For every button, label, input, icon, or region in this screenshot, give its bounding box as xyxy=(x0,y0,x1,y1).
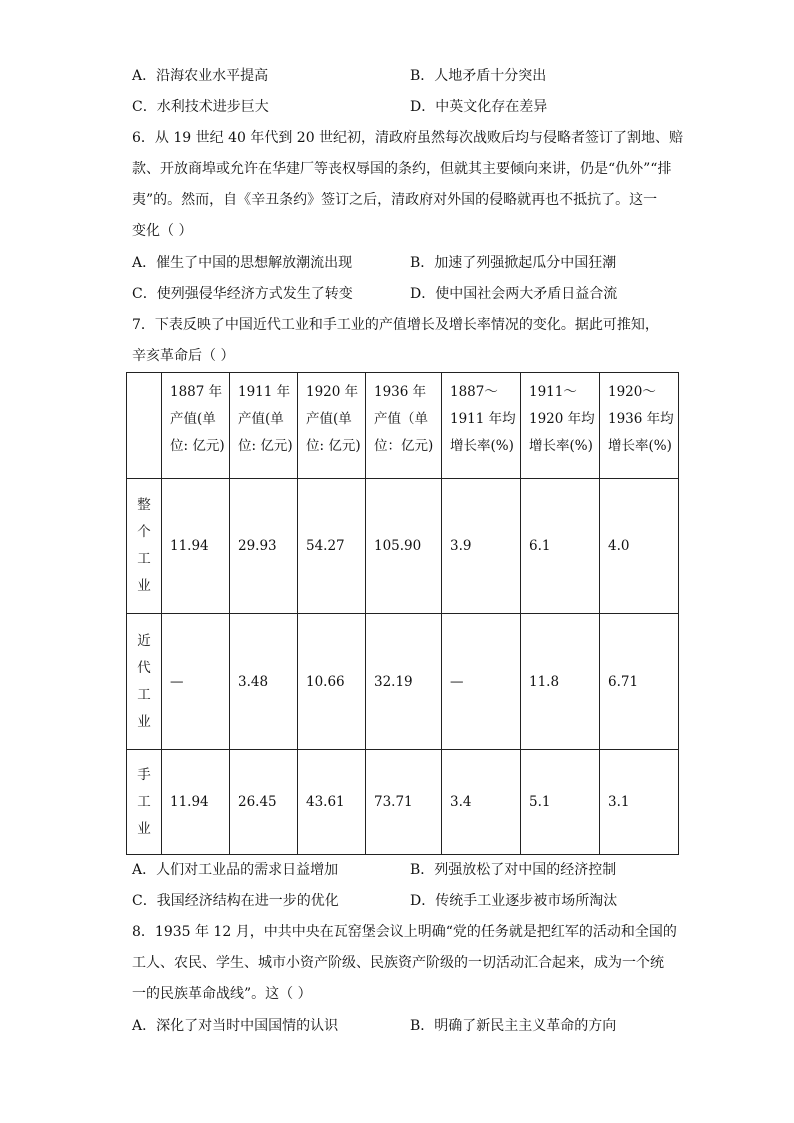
q7-option-c[interactable]: C．我国经济结构在进一步的优化 xyxy=(132,893,339,909)
table-cell: 43.61 xyxy=(298,750,366,855)
q7-option-b[interactable]: B．列强放松了对中国的经济控制 xyxy=(410,862,617,878)
header-line: 1887 年 xyxy=(170,384,223,400)
header-line: 1920 年 xyxy=(306,384,359,400)
row-label-char: 工 xyxy=(137,793,151,810)
table-row xyxy=(127,614,679,750)
table-cell: 54.27 xyxy=(298,479,366,614)
row-label-char: 业 xyxy=(137,713,151,730)
row-label-char: 手 xyxy=(137,766,151,783)
q6-stem-line-2: 款、开放商埠或允许在华建厂等丧权辱国的条约，但就其主要倾向来讲，仍是“仇外”“排 xyxy=(132,161,672,177)
row-label-char: 个 xyxy=(137,524,151,540)
table-cell: 29.93 xyxy=(230,479,298,614)
q6-stem-line-1: 6．从 19 世纪 40 年代到 20 世纪初，清政府虽然每次战败后均与侵略者签订了割地、赔 xyxy=(132,130,684,146)
table-row xyxy=(127,479,679,614)
row-label-char: 业 xyxy=(137,820,151,837)
header-line: 产值(单 xyxy=(170,411,216,427)
header-line: 1936 年均 xyxy=(608,411,674,427)
header-line: 1920～ xyxy=(608,384,656,400)
table-cell: 32.19 xyxy=(366,614,442,750)
row-label-char: 业 xyxy=(137,578,151,594)
q6-stem-line-4: 变化（ ） xyxy=(132,223,193,239)
row-label-char: 工 xyxy=(137,551,151,567)
table-cell: — xyxy=(442,614,521,750)
header-line: 位：亿元) xyxy=(374,438,434,454)
header-1911-output xyxy=(230,373,298,479)
table-header-row xyxy=(127,373,679,479)
table-cell: 3.48 xyxy=(230,614,298,750)
header-line: 产值(单 xyxy=(238,411,284,427)
header-1911-1920-growth xyxy=(521,373,600,479)
row-label-char: 工 xyxy=(137,686,151,703)
row-label-handicraft xyxy=(127,750,162,855)
row-label-char: 整 xyxy=(137,497,151,513)
table-cell: 26.45 xyxy=(230,750,298,855)
industry-output-table xyxy=(126,372,679,855)
header-line: 位: 亿元) xyxy=(306,438,361,454)
table-row xyxy=(127,750,679,855)
q7-stem-line-2: 辛亥革命后（ ） xyxy=(132,348,235,364)
header-line: 增长率(%) xyxy=(608,438,672,454)
header-1887-1911-growth xyxy=(442,373,521,479)
header-line: 位: 亿元) xyxy=(238,438,293,454)
q8-option-a[interactable]: A．深化了对当时中国国情的认识 xyxy=(132,1018,339,1034)
table-corner-cell xyxy=(127,373,162,479)
q6-stem-line-3: 夷”的。然而，自《辛丑条约》签订之后，清政府对外国的侵略就再也不抵抗了。这一 xyxy=(132,192,658,208)
header-line: 1887～ xyxy=(450,384,498,400)
q6-option-c[interactable]: C．使列强侵华经济方式发生了转变 xyxy=(132,286,353,302)
q6-option-a[interactable]: A．催生了中国的思想解放潮流出现 xyxy=(132,255,353,271)
header-line: 1911～ xyxy=(529,384,577,400)
q7-option-d[interactable]: D．传统手工业逐步被市场所淘汰 xyxy=(410,893,618,909)
header-1936-output xyxy=(366,373,442,479)
table-cell: — xyxy=(162,614,230,750)
table-cell: 10.66 xyxy=(298,614,366,750)
table-cell: 73.71 xyxy=(366,750,442,855)
q5-option-d[interactable]: D．中英文化存在差异 xyxy=(410,99,548,115)
header-line: 增长率(%) xyxy=(450,438,514,454)
row-label-whole-industry xyxy=(127,479,162,614)
table-cell: 4.0 xyxy=(600,479,679,614)
table-cell: 3.9 xyxy=(442,479,521,614)
header-1887-output xyxy=(162,373,230,479)
table-cell: 6.1 xyxy=(521,479,600,614)
header-1920-1936-growth xyxy=(600,373,679,479)
row-label-modern-industry xyxy=(127,614,162,750)
table-cell: 11.94 xyxy=(162,750,230,855)
q6-option-b[interactable]: B．加速了列强掀起瓜分中国狂潮 xyxy=(410,255,617,271)
q8-stem-line-1: 8．1935 年 12 月，中共中央在瓦窑堡会议上明确“党的任务就是把红军的活动和全国的 xyxy=(132,924,677,940)
header-line: 产值（单 xyxy=(374,411,428,427)
table-cell: 3.4 xyxy=(442,750,521,855)
q6-option-d[interactable]: D．使中国社会两大矛盾日益合流 xyxy=(410,286,618,302)
q5-option-c[interactable]: C．水利技术进步巨大 xyxy=(132,99,269,115)
q8-stem-line-3: 一的民族革命战线”。这（ ） xyxy=(132,986,312,1002)
header-line: 1936 年 xyxy=(374,384,427,400)
table-cell: 6.71 xyxy=(600,614,679,750)
header-line: 增长率(%) xyxy=(529,438,593,454)
header-line: 产值(单 xyxy=(306,411,352,427)
row-label-char: 代 xyxy=(137,659,151,676)
q5-option-a[interactable]: A．沿海农业水平提高 xyxy=(132,68,269,84)
header-1920-output xyxy=(298,373,366,479)
header-line: 1920 年均 xyxy=(529,411,595,427)
q8-option-b[interactable]: B．明确了新民主主义革命的方向 xyxy=(410,1018,617,1034)
row-label-char: 近 xyxy=(137,632,151,649)
header-line: 1911 年均 xyxy=(450,411,516,427)
table-cell: 105.90 xyxy=(366,479,442,614)
q7-option-a[interactable]: A．人们对工业品的需求日益增加 xyxy=(132,862,339,878)
table-cell: 5.1 xyxy=(521,750,600,855)
q7-stem-line-1: 7．下表反映了中国近代工业和手工业的产值增长及增长率情况的变化。据此可推知， xyxy=(132,317,659,333)
table-cell: 3.1 xyxy=(600,750,679,855)
q8-stem-line-2: 工人、农民、学生、城市小资产阶级、民族资产阶级的一切活动汇合起来，成为一个统 xyxy=(132,955,664,971)
table-cell: 11.8 xyxy=(521,614,600,750)
q5-option-b[interactable]: B．人地矛盾十分突出 xyxy=(410,68,547,84)
header-line: 1911 年 xyxy=(238,384,291,400)
header-line: 位: 亿元) xyxy=(170,438,225,454)
table-cell: 11.94 xyxy=(162,479,230,614)
